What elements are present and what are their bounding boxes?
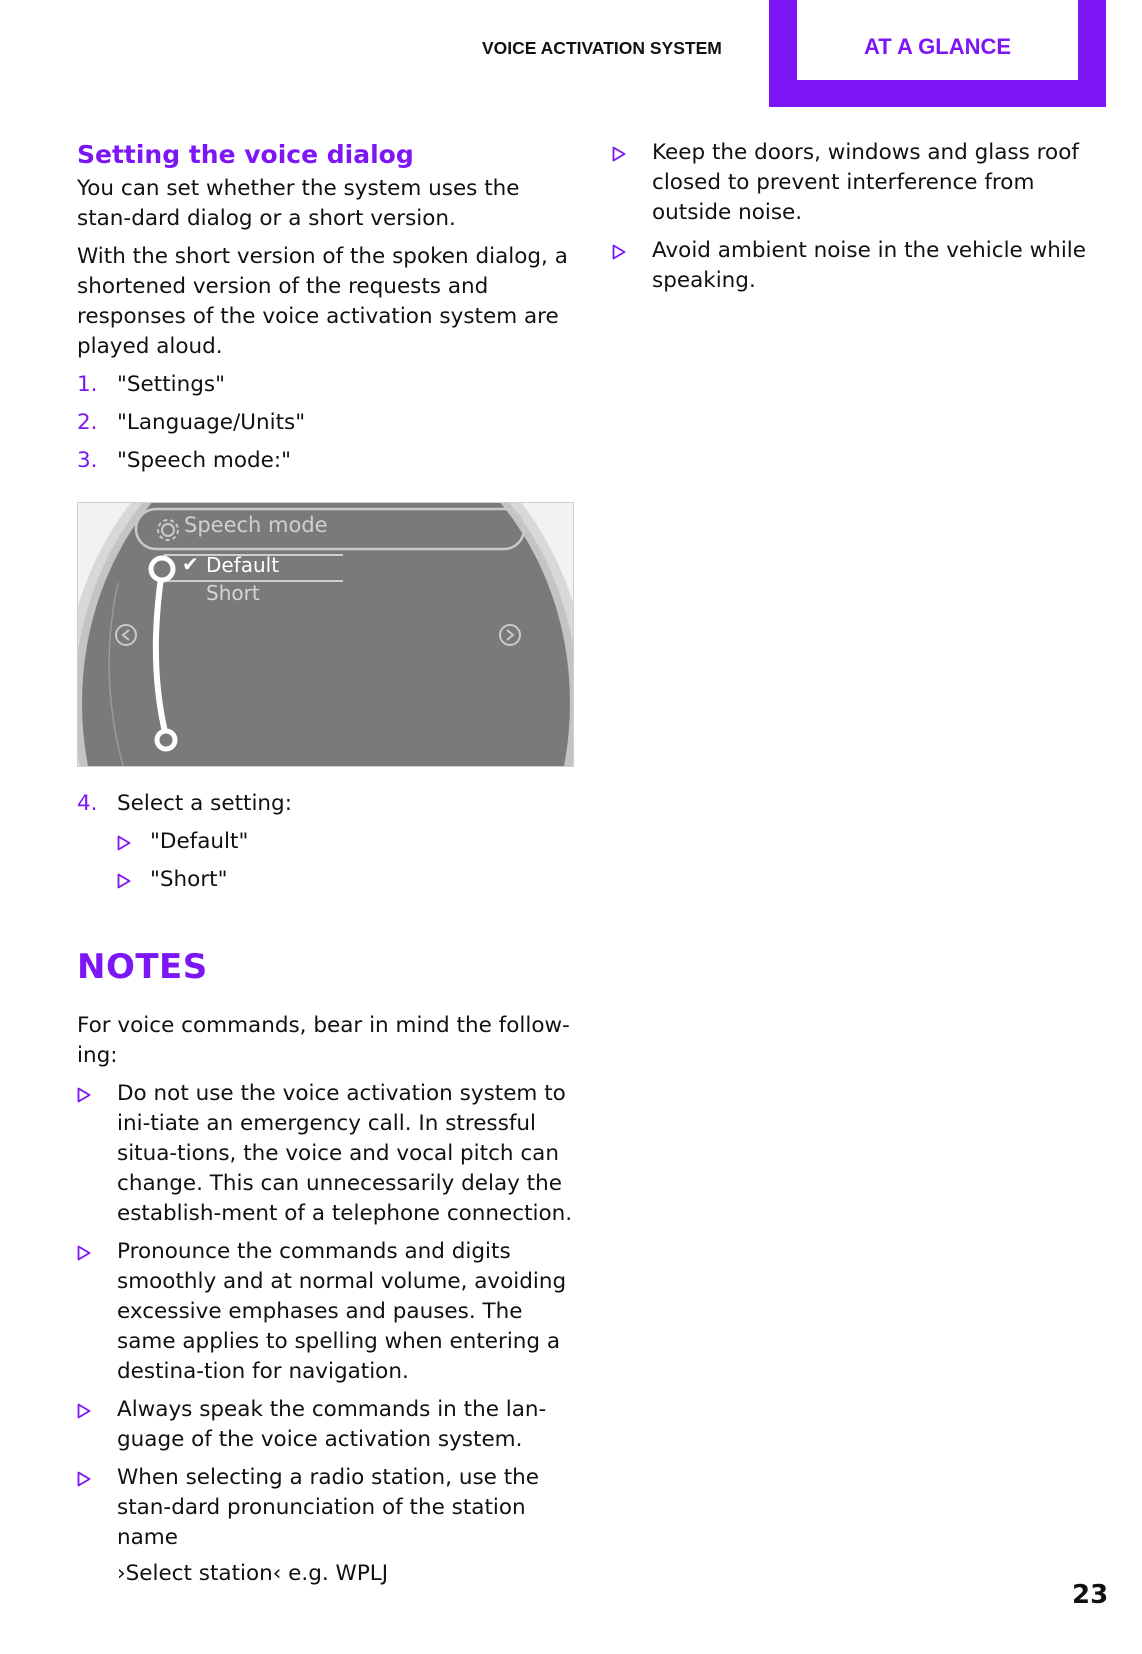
note-text: Pronounce the commands and digits smoothly and at normal volume, avoiding excessive emphases and pauses. The same applies to spelling when entering a destina-tion for navigation.: [117, 1239, 567, 1384]
note-text: Do not use the voice activation system to ini-tiate an emergency call. In stressful situa-tions, the voice and vocal pitch can change. This can unnecessarily delay the establish-ment of a telephone connection.: [117, 1081, 573, 1226]
step-number: 4.: [77, 791, 98, 816]
voice-command-example: ›Select station‹ e.g. WPLJ: [117, 1561, 389, 1586]
forward-arrow-icon[interactable]: [499, 624, 521, 646]
step-number: 2.: [77, 410, 98, 435]
step-text: "Speech mode:": [117, 448, 292, 473]
paragraph: You can set whether the system uses the stan-dard dialog or a short version.: [77, 176, 520, 231]
list-item: [77, 1395, 577, 1455]
step-number: 3.: [77, 448, 98, 473]
triangle-bullet-icon: [612, 236, 652, 296]
triangle-bullet-icon: [77, 1237, 117, 1387]
step-text: "Settings": [117, 372, 225, 397]
step-item: [77, 446, 577, 476]
notes-list: [77, 1079, 577, 1553]
notes-intro: For voice commands, bear in mind the follow-ing:: [77, 1013, 570, 1068]
step-item: [77, 370, 577, 400]
triangle-bullet-icon: [77, 1463, 117, 1553]
left-column: [77, 138, 577, 1589]
triangle-bullet-icon: [77, 1079, 117, 1229]
list-item: [77, 1237, 577, 1387]
section-tab: [769, 0, 1106, 107]
section-tab-label: AT A GLANCE: [863, 34, 1012, 59]
step-number: 1.: [77, 372, 98, 397]
list-item: [77, 1079, 577, 1229]
note-text: When selecting a radio station, use the stan-dard pronunciation of the station name: [117, 1465, 540, 1550]
check-icon: ✔: [182, 552, 199, 576]
step-item: [77, 408, 577, 438]
back-arrow-icon[interactable]: [115, 624, 137, 646]
option-text: "Short": [150, 867, 228, 892]
list-item: [612, 236, 1112, 296]
right-column: [612, 138, 1112, 304]
section-tab-inner: [797, 0, 1078, 80]
triangle-bullet-icon: [117, 865, 150, 895]
step-text: "Language/Units": [117, 410, 306, 435]
screen-option-short[interactable]: Short: [206, 581, 260, 605]
list-item: [77, 1463, 577, 1553]
triangle-bullet-icon: [117, 827, 150, 857]
step-text: Select a setting:: [117, 791, 292, 816]
notes-heading: NOTES: [77, 947, 208, 987]
note-text: Keep the doors, windows and glass roof closed to prevent interference from outside noise.: [652, 140, 1079, 225]
option-text: "Default": [150, 829, 249, 854]
page-number: 23: [1072, 1580, 1109, 1610]
screen-option-default[interactable]: Default: [206, 553, 280, 577]
list-item: [117, 865, 577, 895]
settings-gear-icon: [158, 519, 178, 539]
list-item: [117, 827, 577, 857]
steps-list-continued: [77, 789, 577, 903]
note-text: Always speak the commands in the lan-guage of the voice activation system.: [117, 1397, 547, 1452]
step-item: [77, 789, 577, 903]
display-screenshot: [77, 502, 574, 767]
note-text: Avoid ambient noise in the vehicle while speaking.: [652, 238, 1086, 293]
running-head: VOICE ACTIVATION SYSTEM: [482, 38, 722, 58]
steps-list: [77, 370, 577, 476]
screen-menu-title: Speech mode: [184, 513, 328, 537]
setting-options-list: [117, 827, 577, 895]
triangle-bullet-icon: [77, 1395, 117, 1455]
right-notes-list: [612, 138, 1112, 296]
triangle-bullet-icon: [612, 138, 652, 228]
paragraph: With the short version of the spoken dialog, a shortened version of the requests and responses of the voice activation system are played aloud.: [77, 244, 568, 359]
list-item: [612, 138, 1112, 228]
section-heading: Setting the voice dialog: [77, 140, 414, 169]
